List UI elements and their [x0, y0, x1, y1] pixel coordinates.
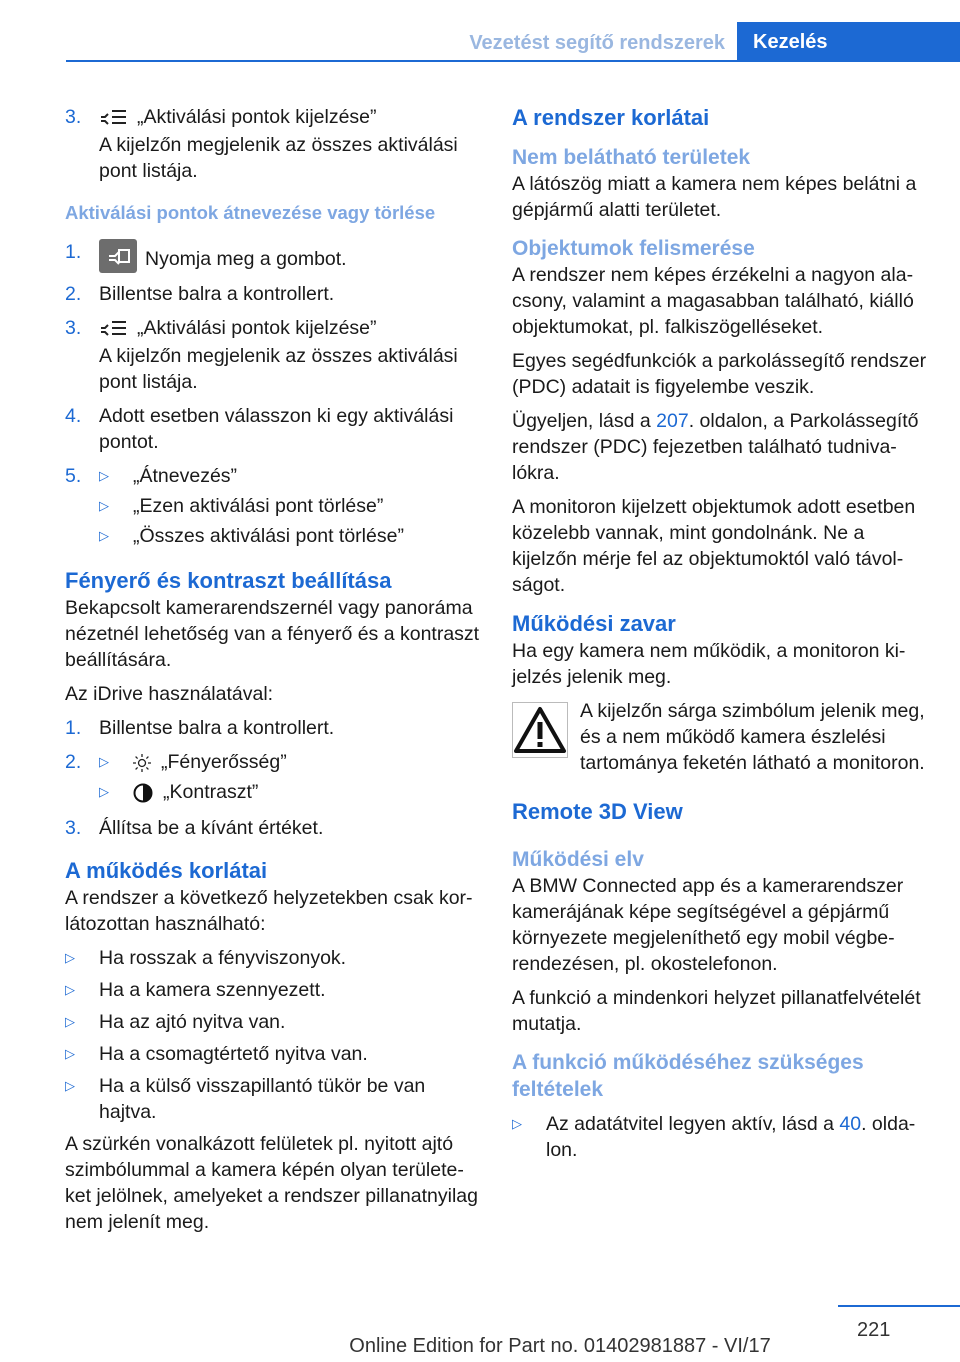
warning-text: A kijelzőn sárga szimbólum jelenik meg, és a nem működő kamera észlelési tartománya feketén látható a monitoron.	[580, 700, 925, 774]
menu-option-text: „Összes aktiválási pont törlése”	[133, 525, 404, 547]
list-item	[65, 977, 480, 1003]
paragraph: A monitoron kijelzett objektumok adott esetben közelebb vannak, mint gondolnánk. Ne a kijelzőn mérje fel az objektumoktól való távolságot.	[512, 496, 916, 596]
list-item	[65, 315, 480, 397]
list-item-text: Az adatátvitel legyen aktív, lásd a	[546, 1113, 840, 1135]
triangle-bullet-icon: ▷	[99, 498, 109, 513]
list-item-text: Állítsa be a kívánt értéket.	[99, 817, 324, 839]
triangle-bullet-icon: ▷	[99, 528, 109, 543]
list-number: 3.	[65, 106, 82, 128]
brightness-icon	[133, 754, 151, 772]
list-item	[65, 403, 480, 457]
list-item	[65, 815, 480, 843]
list-number: 3.	[65, 317, 82, 339]
list-item	[65, 715, 480, 743]
subsection-heading: Objektumok felismerése	[512, 237, 755, 260]
footer-rule	[838, 1305, 960, 1307]
list-item-text: Adott esetben válasszon ki egy aktiválási pontot.	[99, 405, 454, 453]
triangle-bullet-icon: ▷	[65, 1014, 75, 1029]
paragraph: A BMW Connected app és a kamerarendszer kamerájának képe segítségével a gépjármű környezete megjeleníthető egy mobil végberendezésen, pl. okostelefonon.	[512, 875, 904, 975]
left-column	[65, 104, 480, 1243]
triangle-bullet-icon: ▷	[65, 1046, 75, 1061]
running-header-tab: Kezelés	[737, 22, 960, 62]
section-heading: Működési zavar	[512, 611, 676, 636]
paragraph: A látószög miatt a kamera nem képes belátni a gépjármű alatti területet.	[512, 173, 917, 221]
list-item-text: Nyomja meg a gombot.	[145, 248, 347, 270]
list-item	[65, 749, 480, 809]
paragraph-text: . oldalon, a Parkolássegítő rendszer (PDC) fejezetben található tudnivalókra.	[512, 410, 919, 484]
section-heading: A működés korlátai	[65, 858, 268, 883]
triangle-bullet-icon: ▷	[99, 468, 109, 483]
section-heading: A rendszer korlátai	[512, 105, 710, 130]
list-item-text: Ha rosszak a fényviszonyok.	[99, 947, 347, 969]
list-number: 4.	[65, 405, 82, 427]
list-item-text: „Aktiválási pontok kijelzése”	[137, 317, 377, 339]
list-item-text: Ha a kamera szennyezett.	[99, 979, 326, 1001]
list-item-text: „Aktiválási pontok kijelzése”	[137, 106, 377, 128]
section-heading: Remote 3D View	[512, 799, 683, 824]
paragraph: A rendszer nem képes érzékelni a nagyon alacsony, valamint a magasabban található, kiálló objektumokat, pl. falkiszögelléseket.	[512, 264, 914, 338]
header-rule	[66, 60, 960, 62]
triangle-bullet-icon: ▷	[512, 1116, 522, 1131]
list-item-text: Ha a külső visszapillantó tükör be van hajtva.	[99, 1075, 426, 1123]
list-number: 3.	[65, 817, 82, 839]
subsection-heading: A funkció működéséhez szükséges feltételek	[512, 1051, 864, 1101]
list-number: 5.	[65, 465, 82, 487]
list-item-subtext: A kijelzőn megjelenik az összes aktiválási pont listája.	[99, 345, 458, 393]
list-number: 1.	[65, 241, 82, 263]
triangle-bullet-icon: ▷	[99, 754, 109, 769]
paragraph: Az iDrive használatával:	[65, 683, 274, 705]
list-item	[512, 1111, 930, 1163]
subsection-heading: Nem belátható területek	[512, 146, 751, 169]
paragraph: A szürkén vonalkázott felületek pl. nyitott ajtó szimbólummal a kamera képén olyan területeket jelölnek, amelyeket a rendszer pillanatnyilag nem jelenít meg.	[65, 1133, 478, 1233]
activation-points-icon	[99, 319, 127, 339]
list-item-text: Ha az ajtó nyitva van.	[99, 1011, 286, 1033]
list-item	[65, 1041, 480, 1067]
list-item-text: Billentse balra a kontrollert.	[99, 717, 335, 739]
triangle-bullet-icon: ▷	[65, 1078, 75, 1093]
menu-option-text: „Fényerősség”	[161, 751, 287, 773]
menu-option-text: „Átnevezés”	[133, 465, 238, 487]
paragraph-text: Ügyeljen, lásd a	[512, 410, 657, 432]
list-item	[65, 1073, 480, 1125]
camera-button-icon	[99, 239, 137, 273]
list-item	[65, 1009, 480, 1035]
warning-note	[512, 698, 930, 776]
triangle-bullet-icon: ▷	[65, 982, 75, 997]
right-column	[512, 104, 930, 1169]
list-number: 2.	[65, 283, 82, 305]
page-link[interactable]: 207	[656, 410, 689, 432]
activation-points-icon	[99, 108, 127, 128]
section-heading: Fényerő és kontraszt beállítása	[65, 568, 392, 593]
list-item	[65, 463, 480, 553]
triangle-bullet-icon: ▷	[99, 784, 109, 799]
subsection-heading: Működési elv	[512, 848, 644, 871]
menu-option-text: „Kontraszt”	[163, 781, 259, 803]
list-item	[65, 281, 480, 309]
list-item	[65, 239, 480, 275]
menu-option-text: „Ezen aktiválási pont törlése”	[133, 495, 384, 517]
paragraph	[512, 408, 930, 486]
paragraph: A funkció a mindenkori helyzet pillanatfelvételét mutatja.	[512, 987, 921, 1035]
contrast-icon	[133, 783, 153, 803]
triangle-bullet-icon: ▷	[65, 950, 75, 965]
list-number: 2.	[65, 751, 82, 773]
footer-edition	[0, 1333, 960, 1359]
running-header-chapter: Vezetést segítő rendszerek	[469, 32, 725, 54]
page-link[interactable]: 40	[839, 1113, 862, 1135]
paragraph: Egyes segédfunkciók a parkolássegítő rendszer (PDC) adatait is figyelembe veszik.	[512, 350, 927, 398]
paragraph: Ha egy kamera nem működik, a monitoron kijelzés jelenik meg.	[512, 640, 906, 688]
list-item	[65, 104, 480, 186]
warning-icon	[512, 702, 568, 758]
section-heading: Aktiválási pontok átnevezése vagy törlése	[65, 202, 436, 223]
list-item-text: Billentse balra a kontrollert.	[99, 283, 335, 305]
paragraph: A rendszer a következő helyzetekben csak korlátozottan használható:	[65, 887, 473, 935]
list-item-subtext: A kijelzőn megjelenik az összes aktiválási pont listája.	[99, 134, 458, 182]
list-number: 1.	[65, 717, 82, 739]
list-item-text: . oldalon.	[546, 1113, 916, 1161]
list-item	[65, 945, 480, 971]
footer-edition-text: Online Edition for Part no. 01402981887 - VI/17	[349, 1335, 771, 1357]
paragraph: Bekapcsolt kamerarendszernél vagy panoráma nézetnél lehetőség van a fényerő és a kontraszt beállítására.	[65, 597, 480, 671]
list-item-text: Ha a csomagtértető nyitva van.	[99, 1043, 368, 1065]
page-number: 221	[857, 1319, 891, 1341]
